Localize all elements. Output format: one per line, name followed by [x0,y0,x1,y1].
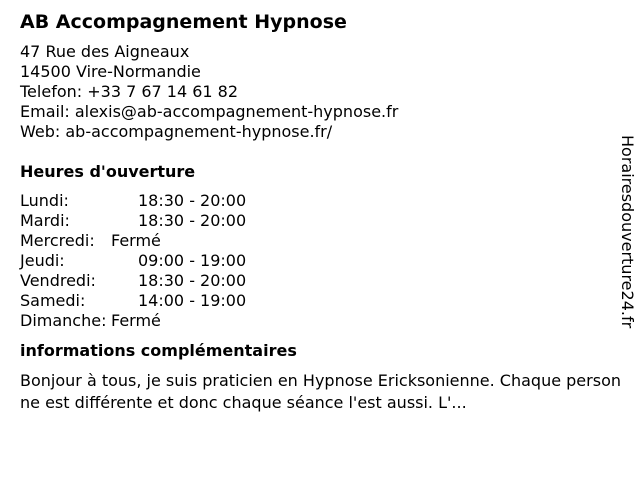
closed-label: Fermé [111,231,161,250]
hours-value [111,311,246,331]
day-label: Jeudi: [20,251,65,270]
day-label: Samedi: [20,291,86,310]
additional-info-text: Bonjour à tous, je suis praticien en Hypnose Ericksonienne. Chaque personne est différente et donc chaque séance l'est aussi. L'... [20,371,621,412]
day-label: Lundi: [20,191,69,210]
hours-value: 18:30 - 20:00 [138,211,247,230]
hours-value: 09:00 - 19:00 [138,251,247,270]
site-watermark: Horairesdouverture24.fr [618,135,637,329]
additional-info-heading: informations complémentaires [20,341,297,360]
opening-hours-table [20,191,246,331]
hours-value: 18:30 - 20:00 [138,271,247,290]
day-label: Vendredi: [20,271,96,290]
hours-row-monday [20,191,246,211]
hours-value: 14:00 - 19:00 [138,291,247,310]
hours-row-friday [20,271,246,291]
address-street: 47 Rue des Aigneaux [20,42,190,61]
website-url: Web: ab-accompagnement-hypnose.fr/ [20,122,333,141]
closed-label: Fermé [111,311,161,330]
hours-row-sunday [20,311,246,331]
hours-value [111,231,246,251]
day-label: Dimanche: [20,311,107,330]
address-city: 14500 Vire-Normandie [20,62,201,81]
hours-value: 18:30 - 20:00 [138,191,247,210]
business-details [20,10,620,414]
email-address: Email: alexis@ab-accompagnement-hypnose.fr [20,102,399,121]
day-label: Mercredi: [20,231,95,250]
opening-hours-heading: Heures d'ouverture [20,162,196,181]
business-name: AB Accompagnement Hypnose [20,11,347,33]
hours-row-thursday [20,251,246,271]
hours-row-tuesday [20,211,246,231]
contact-block [20,42,620,142]
hours-row-wednesday [20,231,246,251]
phone-number: Telefon: +33 7 67 14 61 82 [20,82,239,101]
hours-row-saturday [20,291,246,311]
day-label: Mardi: [20,211,70,230]
